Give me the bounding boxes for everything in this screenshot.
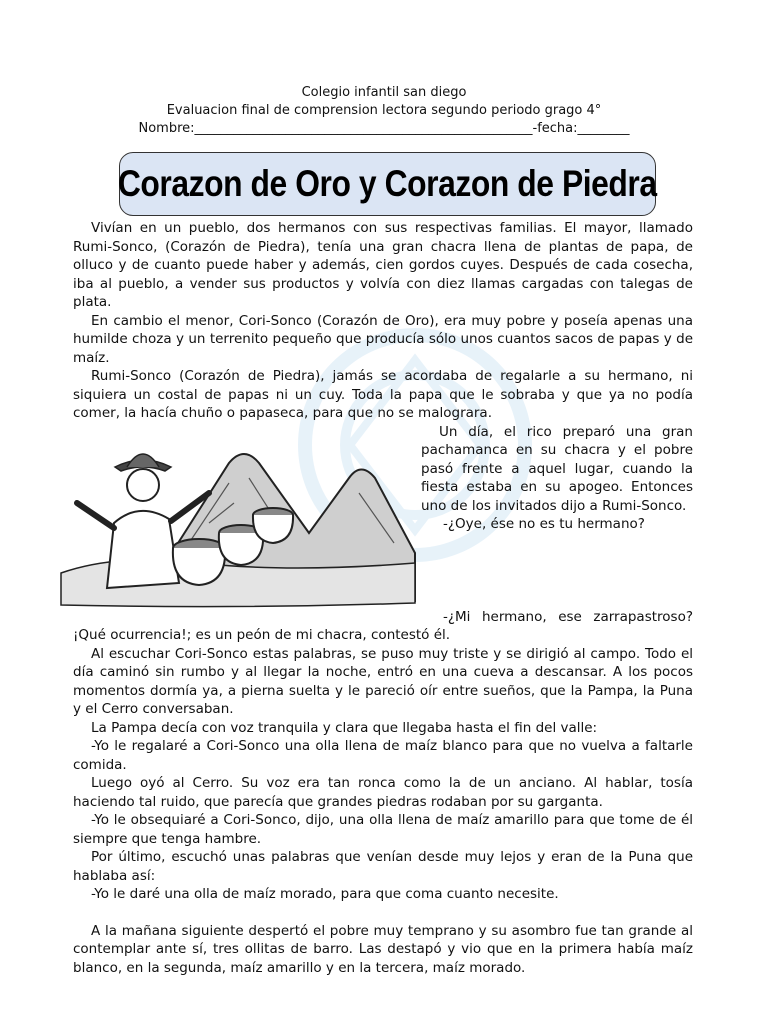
paragraph: La Pampa decía con voz tranquila y clara que llegaba hasta el fin del valle:	[91, 719, 598, 736]
paragraph: Un día, el rico preparó una gran pachamanca en su chacra y el pobre pasó frente a aquel lugar, cuando la fiesta estaba en su apogeo. Entonces uno de los invitados dijo a Rumi-Sonco.	[421, 423, 693, 514]
dialogue-line: -¿Oye, ése no es tu hermano?	[443, 516, 645, 532]
dialogue-line: -Yo le daré una olla de maíz morado, para que coma cuanto necesite.	[91, 886, 559, 902]
dialogue-line: -Yo le obsequiaré a Cori-Sonco, dijo, una olla llena de maíz amarillo para que tome de él siempre que tenga hambre.	[73, 812, 693, 847]
paragraph: Por último, escuchó unas palabras que venían desde muy lejos y eran de la Puna que hablaba así:	[73, 849, 693, 884]
exam-title: Evaluacion final de comprension lectora segundo periodo grago 4°	[166, 103, 602, 118]
paragraph: Al escuchar Cori-Sonco estas palabras, se puso muy triste y se dirigió al campo. Todo el día caminó sin rumbo y al llegar la noche, entró en una cueva a descansar. A los pocos momentos dormía ya, a pierna suelta y le pareció oír entre sueños, que la Pampa, la Puna y el Cerro conversaban.	[73, 645, 693, 717]
paragraph: Rumi-Sonco (Corazón de Piedra), jamás se acordaba de regalarle a su hermano, ni siquiera un costal de papas ni un cuy. Toda la papa que le sobraba y que ya no podía comer, la hacía chuño o papaseca, para que no se malograra.	[73, 368, 693, 421]
story-title-banner	[119, 152, 656, 216]
farmer-mountains-illustration	[59, 423, 417, 608]
paragraph: Vivían en un pueblo, dos hermanos con sus respectivas familias. El mayor, llamado Rumi-Sonco, (Corazón de Piedra), tenía una gran chacra llena de plantas de papa, de olluco y de cuanto puede haber y además, cien gordos cuyes. Después de cada cosecha, iba al pueblo, a vender sus productos y volvía con diez llamas cargadas con talegas de plata.	[73, 220, 693, 310]
school-name: Colegio infantil san diego	[301, 85, 467, 100]
dialogue-line: -Yo le regalaré a Cori-Sonco una olla llena de maíz blanco para que no vuelva a faltarle comida.	[73, 738, 693, 773]
paragraph: A la mañana siguiente despertó el pobre muy temprano y su asombro fue tan grande al contemplar ante sí, tres ollitas de barro. Las destapó y vio que en la primera había maíz blanco, en la segunda, maíz amarillo y en la tercera, maíz morado.	[73, 922, 693, 976]
story-title: Corazon de Oro y Corazon de Piedra	[118, 163, 657, 204]
dialogue-line: -¿Mi hermano, ese zarrapastroso? ¡Qué ocurrencia!; es un peón de mi chacra, contestó él.	[73, 608, 693, 643]
paragraph: Luego oyó al Cerro. Su voz era tan ronca como la de un anciano. Al hablar, tosía haciendo tal ruido, que parecía que grandes piedras rodaban por su garganta.	[73, 775, 693, 810]
story-illustration	[59, 423, 417, 608]
worksheet-header	[0, 84, 768, 138]
name-date-line: Nombre:____________________________________________________-fecha:________	[138, 121, 630, 136]
paragraph: En cambio el menor, Cori-Sonco (Corazón de Oro), era muy pobre y poseía apenas una humilde choza y un terrenito pequeño que producía sólo unos cuantos sacos de papas y de maíz.	[73, 312, 693, 366]
story-body	[73, 219, 693, 977]
